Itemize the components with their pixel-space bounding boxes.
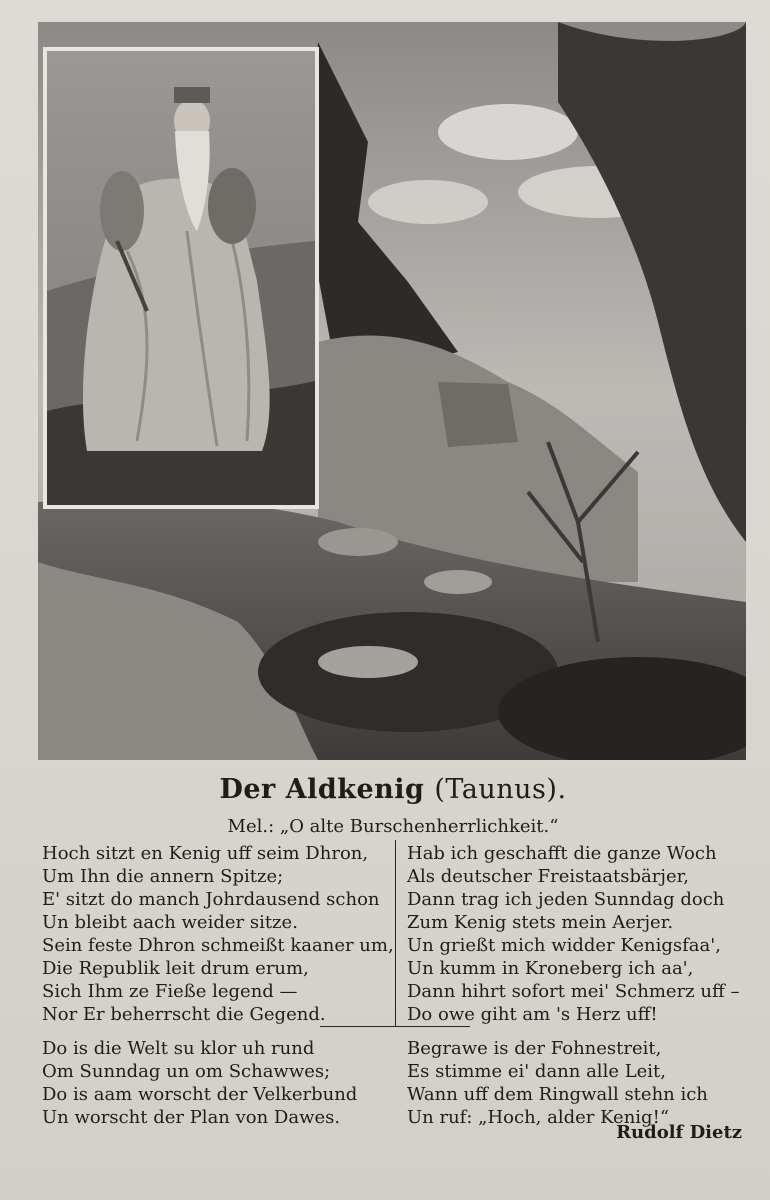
poem-title-main: Der Aldkenig [219,774,425,805]
poem-panel [40,768,746,1156]
verse-line: Begrawe is der Fohnestreit, [407,1038,662,1059]
verse-line: Nor Er beherrscht die Gegend. [42,1004,326,1025]
verse-line: Die Republik leit drum erum, [42,958,309,979]
verse-line: Dann hihrt sofort mei' Schmerz uff – [407,981,740,1002]
verse-line: E' sitzt do manch Johrdausend schon [42,889,380,910]
verse-line: Sein feste Dhron schmeißt kaaner um, [42,935,394,956]
melody-line: Mel.: „O alte Burschenherrlichkeit.“ [227,816,559,837]
left-column [42,842,397,1129]
right-column [407,842,747,1129]
stanza-gap [42,1026,397,1037]
verse-line: Un kumm in Kroneberg ich aa', [407,958,694,979]
poem-title [40,774,746,805]
verse-line: Dann trag ich jeden Sunndag doch [407,889,725,910]
verse-line: Sich Ihm ze Fieße legend — [42,981,298,1002]
verse-line: Un ruf: „Hoch, alder Kenig!“ [407,1107,670,1128]
stanza-gap [407,1026,747,1037]
poem-title-region: (Taunus). [434,774,567,805]
king-portrait-inset [43,47,319,509]
verse-line: Un worscht der Plan von Dawes. [42,1107,341,1128]
author-signature: Rudolf Dietz [616,1122,742,1143]
verse-line: Zum Kenig stets mein Aerjer. [407,912,674,933]
verse-line: Un grießt mich widder Kenigsfaa', [407,935,721,956]
verse-line: Om Sunndag un om Schawwes; [42,1061,331,1082]
verse-line: Wann uff dem Ringwall stehn ich [407,1084,708,1105]
verse-line: Do is aam worscht der Velkerbund [42,1084,358,1105]
verse-line: Un bleibt aach weider sitze. [42,912,298,933]
verse-line: Es stimme ei' dann alle Leit, [407,1061,667,1082]
bearded-king-illustration [47,51,315,505]
verse-line: Um Ihn die annern Spitze; [42,866,284,887]
verse-line: Do is die Welt su klor uh rund [42,1038,315,1059]
verse-line: Hab ich geschafft die ganze Woch [407,843,717,864]
verse-line: Als deutscher Freistaatsbärjer, [407,866,689,887]
verse-line: Hoch sitzt en Kenig uff seim Dhron, [42,843,369,864]
verse-line: Do owe giht am 's Herz uff! [407,1004,658,1025]
